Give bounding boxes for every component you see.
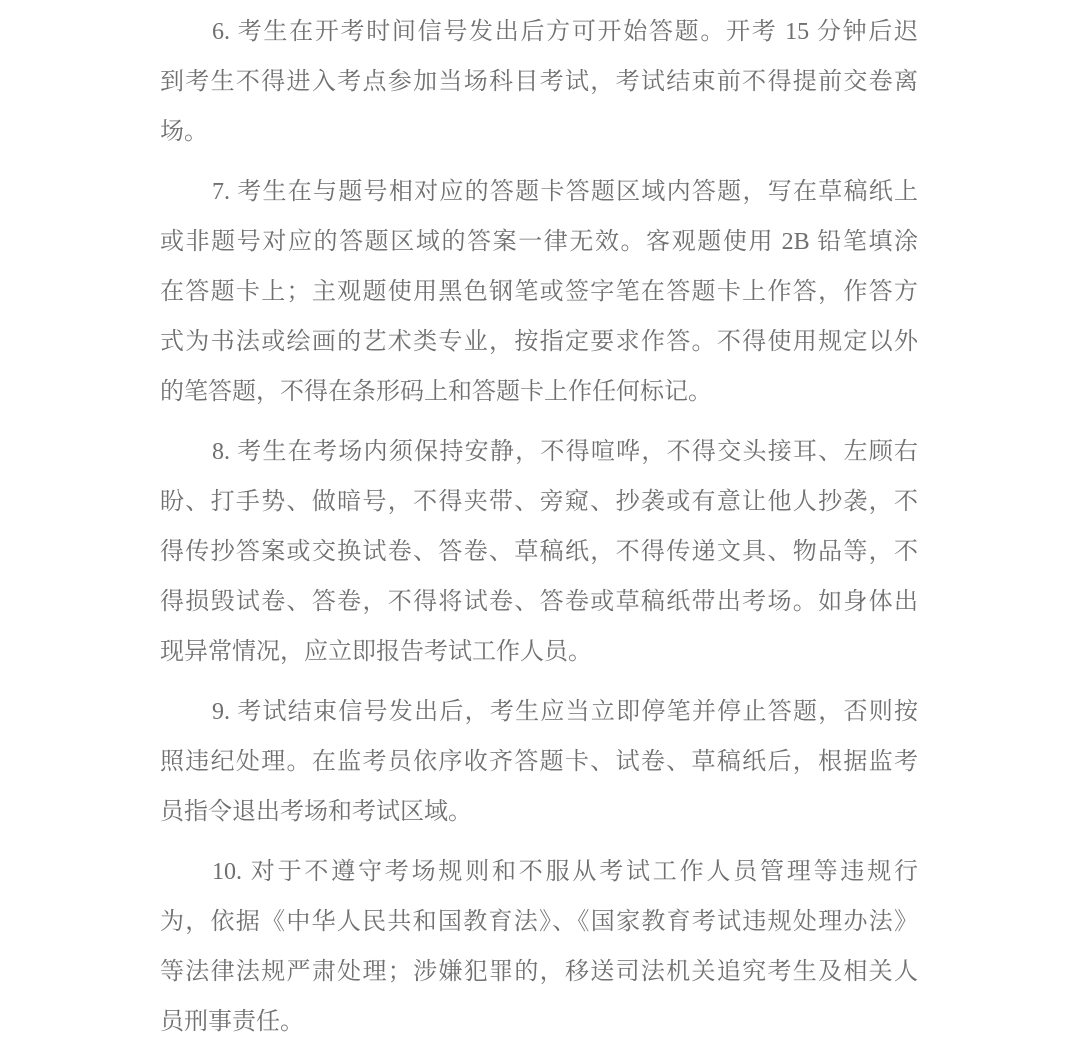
text-line: 盼、打手势、做暗号，不得夹带、旁窥、抄袭或有意让他人抄袭，不 xyxy=(160,489,918,515)
text-line: 或非题号对应的答题区域的答案一律无效。客观题使用 2B 铅笔填涂 xyxy=(160,229,918,255)
text-line: 在答题卡上；主观题使用黑色钢笔或签字笔在答题卡上作答，作答方 xyxy=(160,279,918,305)
paragraph-8 xyxy=(160,427,918,677)
text-line: 员刑事责任。 xyxy=(160,1009,304,1035)
text-line: 6. 考生在开考时间信号发出后方可开始答题。开考 15 分钟后迟 xyxy=(212,19,918,45)
text-line: 到考生不得进入考点参加当场科目考试，考试结束前不得提前交卷离 xyxy=(160,69,918,95)
text-line: 的笔答题，不得在条形码上和答题卡上作任何标记。 xyxy=(160,379,712,405)
exam-rules-document xyxy=(160,7,918,1057)
text-line: 照违纪处理。在监考员依序收齐答题卡、试卷、草稿纸后，根据监考 xyxy=(160,749,918,775)
text-line: 得传抄答案或交换试卷、答卷、草稿纸，不得传递文具、物品等，不 xyxy=(160,539,918,565)
paragraph-6 xyxy=(160,7,918,157)
text-line: 8. 考生在考场内须保持安静，不得喧哗，不得交头接耳、左顾右 xyxy=(212,439,918,465)
text-line: 7. 考生在与题号相对应的答题卡答题区域内答题，写在草稿纸上 xyxy=(212,179,918,205)
paragraph-10 xyxy=(160,847,918,1047)
paragraph-7 xyxy=(160,167,918,417)
text-line: 员指令退出考场和考试区域。 xyxy=(160,799,472,825)
text-line: 得损毁试卷、答卷，不得将试卷、答卷或草稿纸带出考场。如身体出 xyxy=(160,589,918,615)
text-line: 等法律法规严肃处理；涉嫌犯罪的，移送司法机关追究考生及相关人 xyxy=(160,959,918,985)
text-line: 为，依据《中华人民共和国教育法》、《国家教育考试违规处理办法》 xyxy=(160,909,918,935)
paragraph-9 xyxy=(160,687,918,837)
text-line: 9. 考试结束信号发出后，考生应当立即停笔并停止答题，否则按 xyxy=(212,699,918,725)
text-line: 10. 对于不遵守考场规则和不服从考试工作人员管理等违规行 xyxy=(212,859,918,885)
text-line: 式为书法或绘画的艺术类专业，按指定要求作答。不得使用规定以外 xyxy=(160,329,918,355)
text-line: 场。 xyxy=(160,119,208,145)
text-line: 现异常情况，应立即报告考试工作人员。 xyxy=(160,639,592,665)
